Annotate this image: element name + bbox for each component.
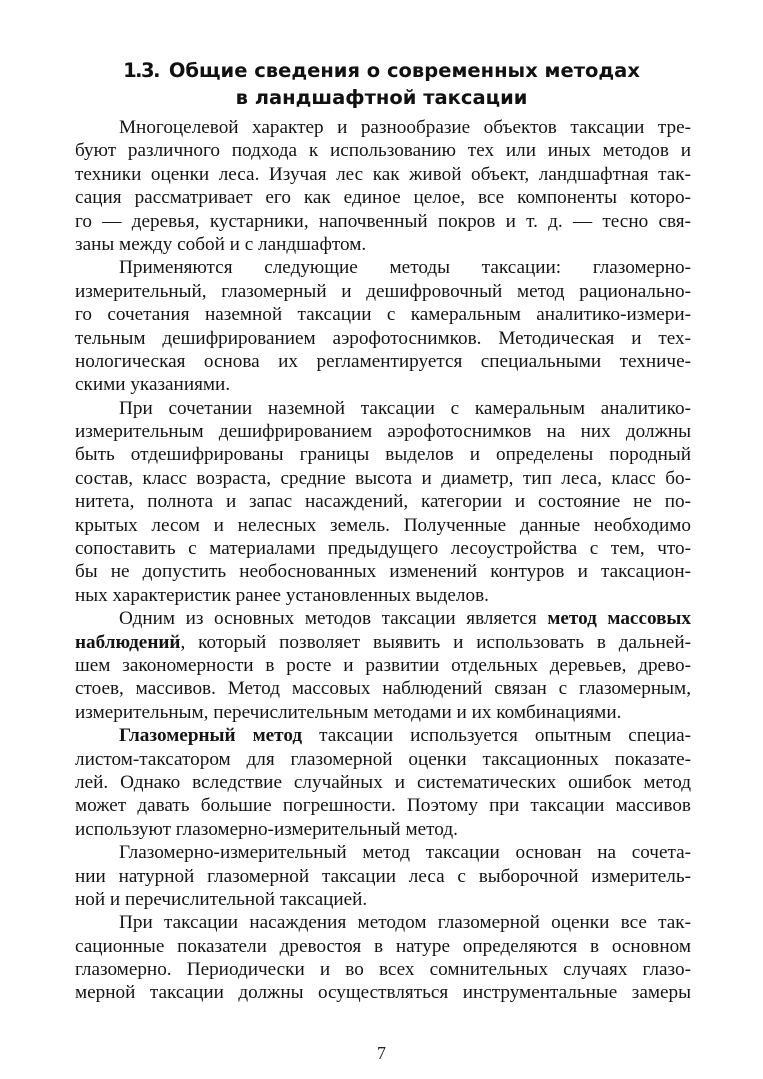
bold-term: Глазомерный метод xyxy=(119,725,303,747)
bold-term: метод массовых xyxy=(547,608,692,630)
text-line: лей. Однако вследствие случайных и систематических ошибок метод xyxy=(75,771,691,793)
paragraph-5 xyxy=(75,724,691,841)
text-line xyxy=(75,631,691,654)
text-line: глазомерно. Периодически и во всех сомнительных случаях глазо- xyxy=(75,959,691,981)
body-text xyxy=(75,116,691,1005)
inline-text: , который позволяет выявить и использовать в дальней- xyxy=(180,631,691,653)
text-line: го сочетания наземной таксации с камеральным аналитико-измери- xyxy=(75,304,691,326)
text-line: мерной таксации должны осуществляться инструментальные замеры xyxy=(75,982,691,1004)
text-line: При сочетании наземной таксации с камеральным аналитико- xyxy=(119,397,691,419)
inline-text: Одним из основных методов таксации является xyxy=(119,608,548,630)
text-line: ной и перечислительной таксацией. xyxy=(75,888,368,910)
text-line: тельным дешифрированием аэрофотоснимков. Методическая и тех- xyxy=(75,327,691,349)
text-line: сационные показатели древостоя в натуре определяются в основном xyxy=(75,935,691,957)
text-line: измерительным дешифрированием аэрофотоснимков на них должны xyxy=(75,421,691,443)
text-line: может давать большие погрешности. Поэтому при таксации массивов xyxy=(75,795,691,817)
text-line: нитета, полнота и запас насаждений, категории и состояние не по- xyxy=(75,491,691,513)
section-number: 1.3. xyxy=(123,59,160,82)
text-line: бы не допустить необоснованных изменений контуров и таксацион- xyxy=(75,561,691,583)
inline-text: таксации используется опытным специа- xyxy=(302,725,691,747)
text-line: используют глазомерно-измерительный метод. xyxy=(75,818,458,840)
text-line: быть отдешифрированы границы выделов и определены породный xyxy=(75,444,691,466)
section-heading xyxy=(60,57,703,111)
text-line: го — деревья, кустарники, напочвенный покров и т. д. — тесно свя- xyxy=(75,210,691,232)
text-line xyxy=(75,607,691,630)
text-line: Применяются следующие методы таксации: глазомерно- xyxy=(119,257,691,279)
paragraph-4 xyxy=(75,607,691,724)
text-line: заны между собой и с ландшафтом. xyxy=(75,233,367,255)
text-line: ных характеристик ранее установленных выделов. xyxy=(75,584,489,606)
section-title-part-2: в ландшафтной таксации xyxy=(235,86,528,109)
text-line: измерительный, глазомерный и дешифровочный метод рационально- xyxy=(75,280,691,302)
bold-term: наблюдений xyxy=(75,631,181,653)
paragraph-6 xyxy=(75,841,691,911)
section-title-part-1: Общие сведения о современных методах xyxy=(168,59,640,82)
text-line: сация рассматривает его как единое целое, все компоненты которо- xyxy=(75,187,691,209)
paragraph-2 xyxy=(75,256,691,396)
section-heading-line-1 xyxy=(60,57,703,84)
text-line: нии натурной глазомерной таксации леса с выборочной измеритель- xyxy=(75,865,691,887)
text-line: сопоставить с материалами предыдущего лесоустройства с тем, что- xyxy=(75,538,691,560)
text-line: Глазомерно-измерительный метод таксации основан на сочета- xyxy=(119,842,691,864)
text-line: скими указаниями. xyxy=(75,374,231,396)
paragraph-3 xyxy=(75,397,691,608)
paragraph-1 xyxy=(75,116,691,256)
paragraph-7 xyxy=(75,911,691,1005)
page-number: 7 xyxy=(377,1043,386,1063)
text-line: листом-таксатором для глазомерной оценки таксационных показате- xyxy=(75,748,691,770)
text-line: измерительным, перечислительным методами и их комбинациями. xyxy=(75,701,622,723)
text-line: стоев, массивов. Метод массовых наблюдений связан с глазомерным, xyxy=(75,678,691,700)
text-line: При таксации насаждения методом глазомерной оценки все так- xyxy=(119,912,691,934)
text-line: крытых лесом и нелесных земель. Полученные данные необходимо xyxy=(75,514,691,536)
text-line: шем закономерности в росте и развитии отдельных деревьев, древо- xyxy=(75,654,691,676)
text-line: техники оценки леса. Изучая лес как живой объект, ландшафтная так- xyxy=(75,163,691,185)
text-line xyxy=(75,724,691,747)
text-line: нологическая основа их регламентируется специальными техниче- xyxy=(75,350,691,372)
text-line: Многоцелевой характер и разнообразие объектов таксации тре- xyxy=(119,117,691,138)
text-line: буют различного подхода к использованию тех или иных методов и xyxy=(75,140,691,162)
text-line: состав, класс возраста, средние высота и диаметр, тип леса, класс бо- xyxy=(75,467,691,489)
